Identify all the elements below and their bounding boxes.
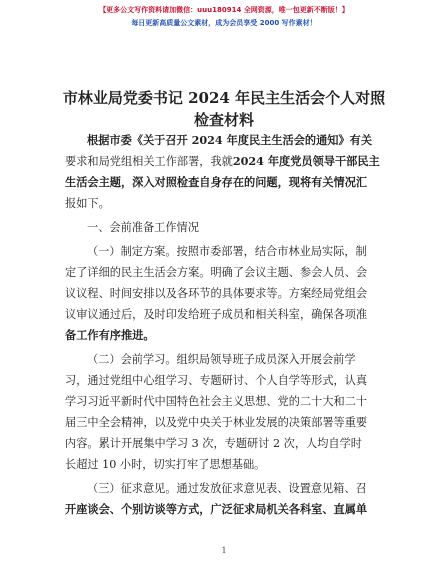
para2-line: 届三中全会精神，以及党中央关于林业发展的决策部署等重要 — [65, 416, 368, 429]
intro-line-2a: 要求和局党组相关工作部署，我就 — [65, 155, 233, 168]
para2-line: （二）会前学习。组织局领导班子成员深入开展会前学 — [87, 353, 356, 366]
promo-banner-line-2: 每日更新高质量公文素材，成为会员享受 2000 写作素材！ — [131, 19, 317, 27]
para3-line: 开座谈会、个别访谈等方式，广泛征求局机关各科室、直属单 — [65, 502, 368, 516]
intro-line-1: 根据市委《关于召开 2024 年度民主生活会的通知》有关 — [87, 133, 373, 147]
para1-line: 定了详细的民主生活会方案。明确了会议主题、参会人员、会 — [65, 266, 368, 279]
intro-line-4: 报如下。 — [65, 197, 110, 210]
para2-line: 习，通过党组中心组学习、专题研讨、个人自学等形式，认真 — [65, 374, 368, 387]
para1-line: 议议程、时间安排以及各环节的具体要求等。方案经局党组会 — [65, 287, 368, 300]
document-body — [65, 130, 401, 520]
para3-line: （三）征求意见。通过发放征求意见表、设置意见箱、召 — [87, 482, 367, 495]
para1-line: （一）制定方案。按照市委部署，结合市林业局实际，制 — [87, 245, 367, 258]
para1-line: 议审议通过后，及时印发给班子成员和相关科室，确保各项准 — [65, 308, 368, 321]
paragraph-plan — [65, 241, 401, 346]
paragraph-study — [65, 349, 401, 475]
page-number: 1 — [221, 546, 227, 555]
title-line-1: 市林业局党委书记 2024 年民主生活会个人对照 — [62, 89, 386, 107]
para2-line: 学习习近平新时代中国特色社会主义思想、党的二十大和二十 — [65, 395, 368, 408]
intro-line-3: 生活会主题，深入对照检查自身存在的问题，现将有关情况汇 — [65, 175, 368, 189]
intro-line-2b: 2024 年度党员领导干部民主 — [232, 154, 380, 168]
title-line-2: 检查材料 — [193, 111, 254, 129]
paragraph-feedback — [65, 478, 401, 520]
document-title — [40, 87, 408, 131]
para2-line: 内容。累计开展集中学习 3 次，专题研讨 2 次，人均自学时 — [65, 437, 362, 450]
section-heading-1: 一、会前准备工作情况 — [87, 221, 199, 234]
para2-line: 长超过 10 小时，切实打牢了思想基础。 — [65, 458, 266, 471]
para1-line: 备工作有序推进。 — [65, 328, 155, 342]
promo-banner-line-1: 【更多公文写作资料请加微信：uuu180914 全网资源，唯一包更新不断版！】 — [99, 6, 349, 14]
intro-paragraph — [65, 130, 401, 214]
